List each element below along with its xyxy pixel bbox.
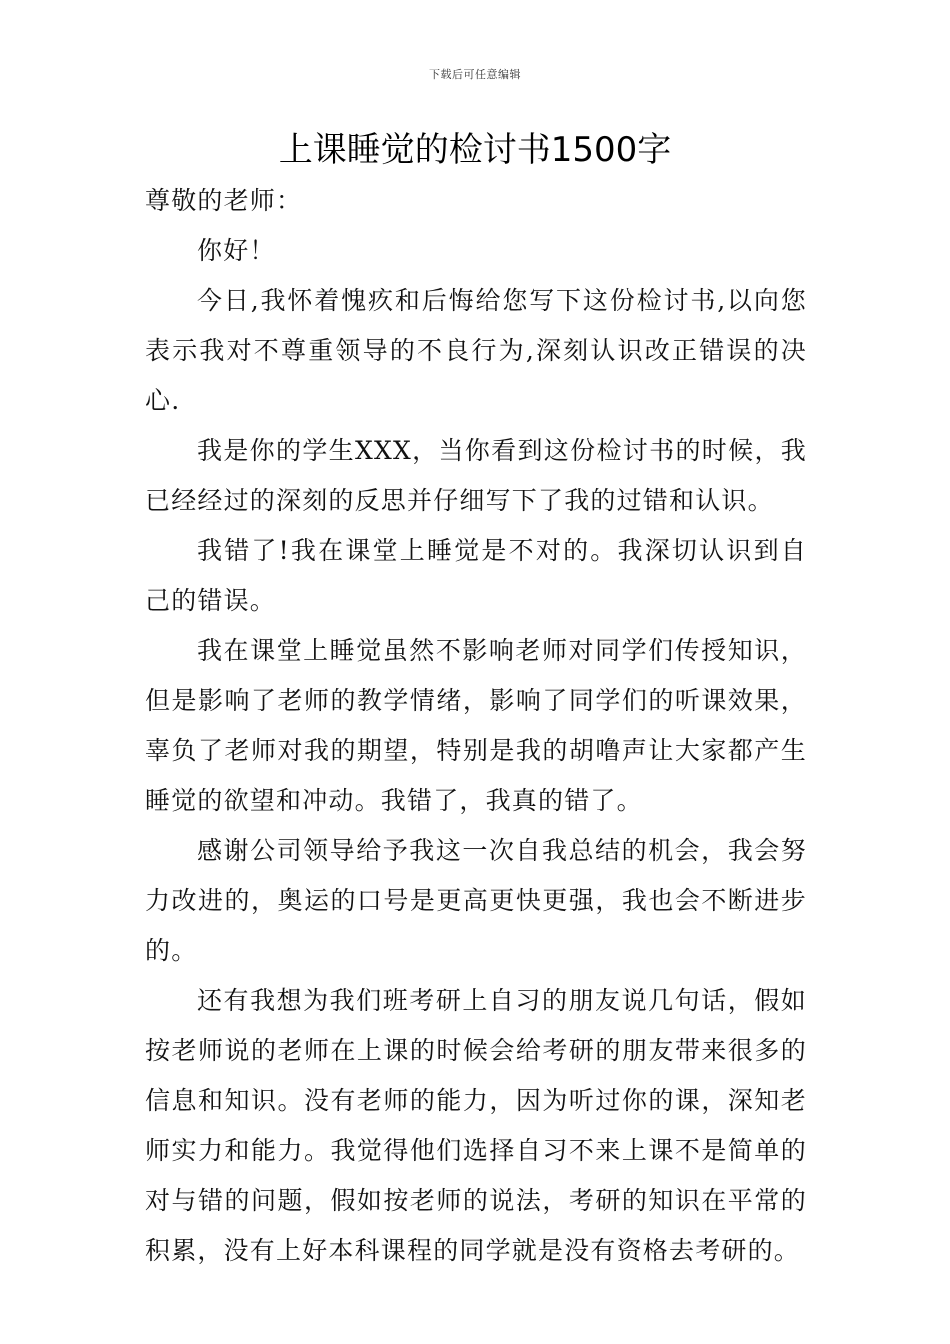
paragraph: 我错了!我在课堂上睡觉是不对的。我深切认识到自己的错误。 bbox=[145, 536, 807, 615]
document-title: 上课睡觉的检讨书1500字 bbox=[278, 130, 672, 170]
paragraph: 还有我想为我们班考研上自习的朋友说几句话，假如按老师说的老师在上课的时候会给考研的朋友带来很多的信息和知识。没有老师的能力，因为听过你的课，深知老师实力和能力。我觉得他们选择自习不来上课不是简单的对与错的问题，假如按老师的说法，考研的知识在平常的积累，没有上好本科课程的同学就是没有资格去考研的。 bbox=[145, 986, 807, 1265]
document-body bbox=[145, 176, 807, 1276]
paragraph: 我在课堂上睡觉虽然不影响老师对同学们传授知识，但是影响了老师的教学情绪，影响了同学们的听课效果，辜负了老师对我的期望，特别是我的胡噜声让大家都产生睡觉的欲望和冲动。我错了，我真的错了。 bbox=[145, 636, 807, 815]
paragraph: 今日,我怀着愧疚和后悔给您写下这份检讨书,以向您表示我对不尊重领导的不良行为,深刻认识改正错误的决心. bbox=[145, 286, 807, 415]
salutation: 尊敬的老师： bbox=[145, 186, 303, 215]
paragraph-greeting: 你好！ bbox=[197, 236, 276, 265]
paragraph: 感谢公司领导给予我这一次自我总结的机会，我会努力改进的，奥运的口号是更高更快更强，我也会不断进步的。 bbox=[145, 836, 807, 965]
paragraph: 我是你的学生XXX，当你看到这份检讨书的时候，我已经经过的深刻的反思并仔细写下了我的过错和认识。 bbox=[145, 436, 807, 515]
header-note: 下载后可任意编辑 bbox=[429, 68, 521, 81]
